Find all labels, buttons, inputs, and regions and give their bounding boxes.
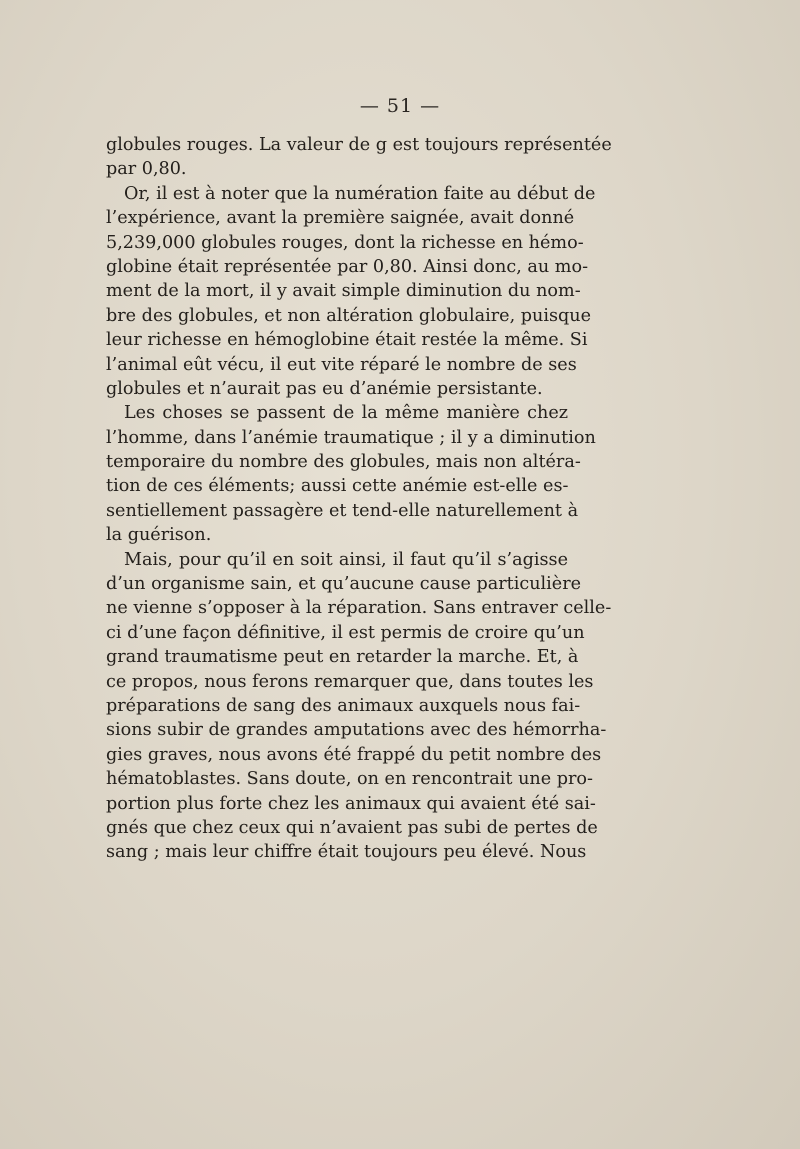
text-line: sang ; mais leur chiffre était toujours peu élevé. Nous (106, 842, 587, 863)
text-line: gies graves, nous avons été frappé du petit nombre des (106, 744, 602, 765)
text-line: préparations de sang des animaux auxquels nous fai- (106, 695, 581, 716)
text-line: leur richesse en hémoglobine était restée la même. Si (106, 330, 588, 351)
text-line: sions subir de grandes amputations avec des hémorrha- (106, 720, 607, 741)
paragraph (106, 182, 596, 402)
paragraph (106, 548, 612, 865)
paragraph (106, 133, 612, 182)
text-line: portion plus forte chez les animaux qui avaient été sai- (106, 793, 596, 814)
text-line: hématoblastes. Sans doute, on en rencontrait une pro- (106, 769, 593, 790)
text-line: temporaire du nombre des globules, mais non altéra- (106, 452, 581, 473)
text-line: globules et n’aurait pas eu d’anémie persistante. (106, 378, 543, 399)
text-line: Les choses se passent de la même manière chez (124, 403, 568, 424)
text-line: gnés que chez ceux qui n’avaient pas subi de pertes de (106, 817, 598, 838)
page-number: — 51 — (359, 95, 441, 117)
body-text (106, 133, 612, 865)
text-line: la guérison. (106, 525, 212, 546)
text-line: 5,239,000 globules rouges, dont la richesse en hémo- (106, 232, 584, 253)
text-line: tion de ces éléments; aussi cette anémie est-elle es- (106, 476, 569, 497)
text-line: bre des globules, et non altération globulaire, puisque (106, 305, 592, 326)
text-line: Mais, pour qu’il en soit ainsi, il faut qu’il s’agisse (124, 549, 568, 570)
text-line: ce propos, nous ferons remarquer que, dans toutes les (106, 671, 594, 692)
text-line: globine était représentée par 0,80. Ainsi donc, au mo- (106, 256, 589, 277)
text-line: sentiellement passagère et tend-elle naturellement à (106, 500, 579, 521)
text-line: globules rouges. La valeur de g est toujours représentée (106, 135, 612, 155)
text-line: ci d’une façon définitive, il est permis de croire qu’un (106, 622, 585, 643)
text-line: ment de la mort, il y avait simple diminution du nom- (106, 281, 581, 302)
text-line: par 0,80. (106, 159, 187, 180)
text-line: d’un organisme sain, et qu’aucune cause particulière (106, 574, 582, 595)
paragraph (106, 401, 596, 547)
text-line: Or, il est à noter que la numération faite au début de (124, 183, 596, 204)
text-line: l’animal eût vécu, il eut vite réparé le nombre de ses (106, 354, 577, 375)
text-line: ne vienne s’opposer à la réparation. Sans entraver celle- (106, 598, 612, 619)
text-line: l’homme, dans l’anémie traumatique ; il y a diminution (106, 427, 596, 448)
text-line: grand traumatisme peut en retarder la marche. Et, à (106, 647, 579, 668)
text-line: l’expérience, avant la première saignée, avait donné (106, 208, 575, 229)
